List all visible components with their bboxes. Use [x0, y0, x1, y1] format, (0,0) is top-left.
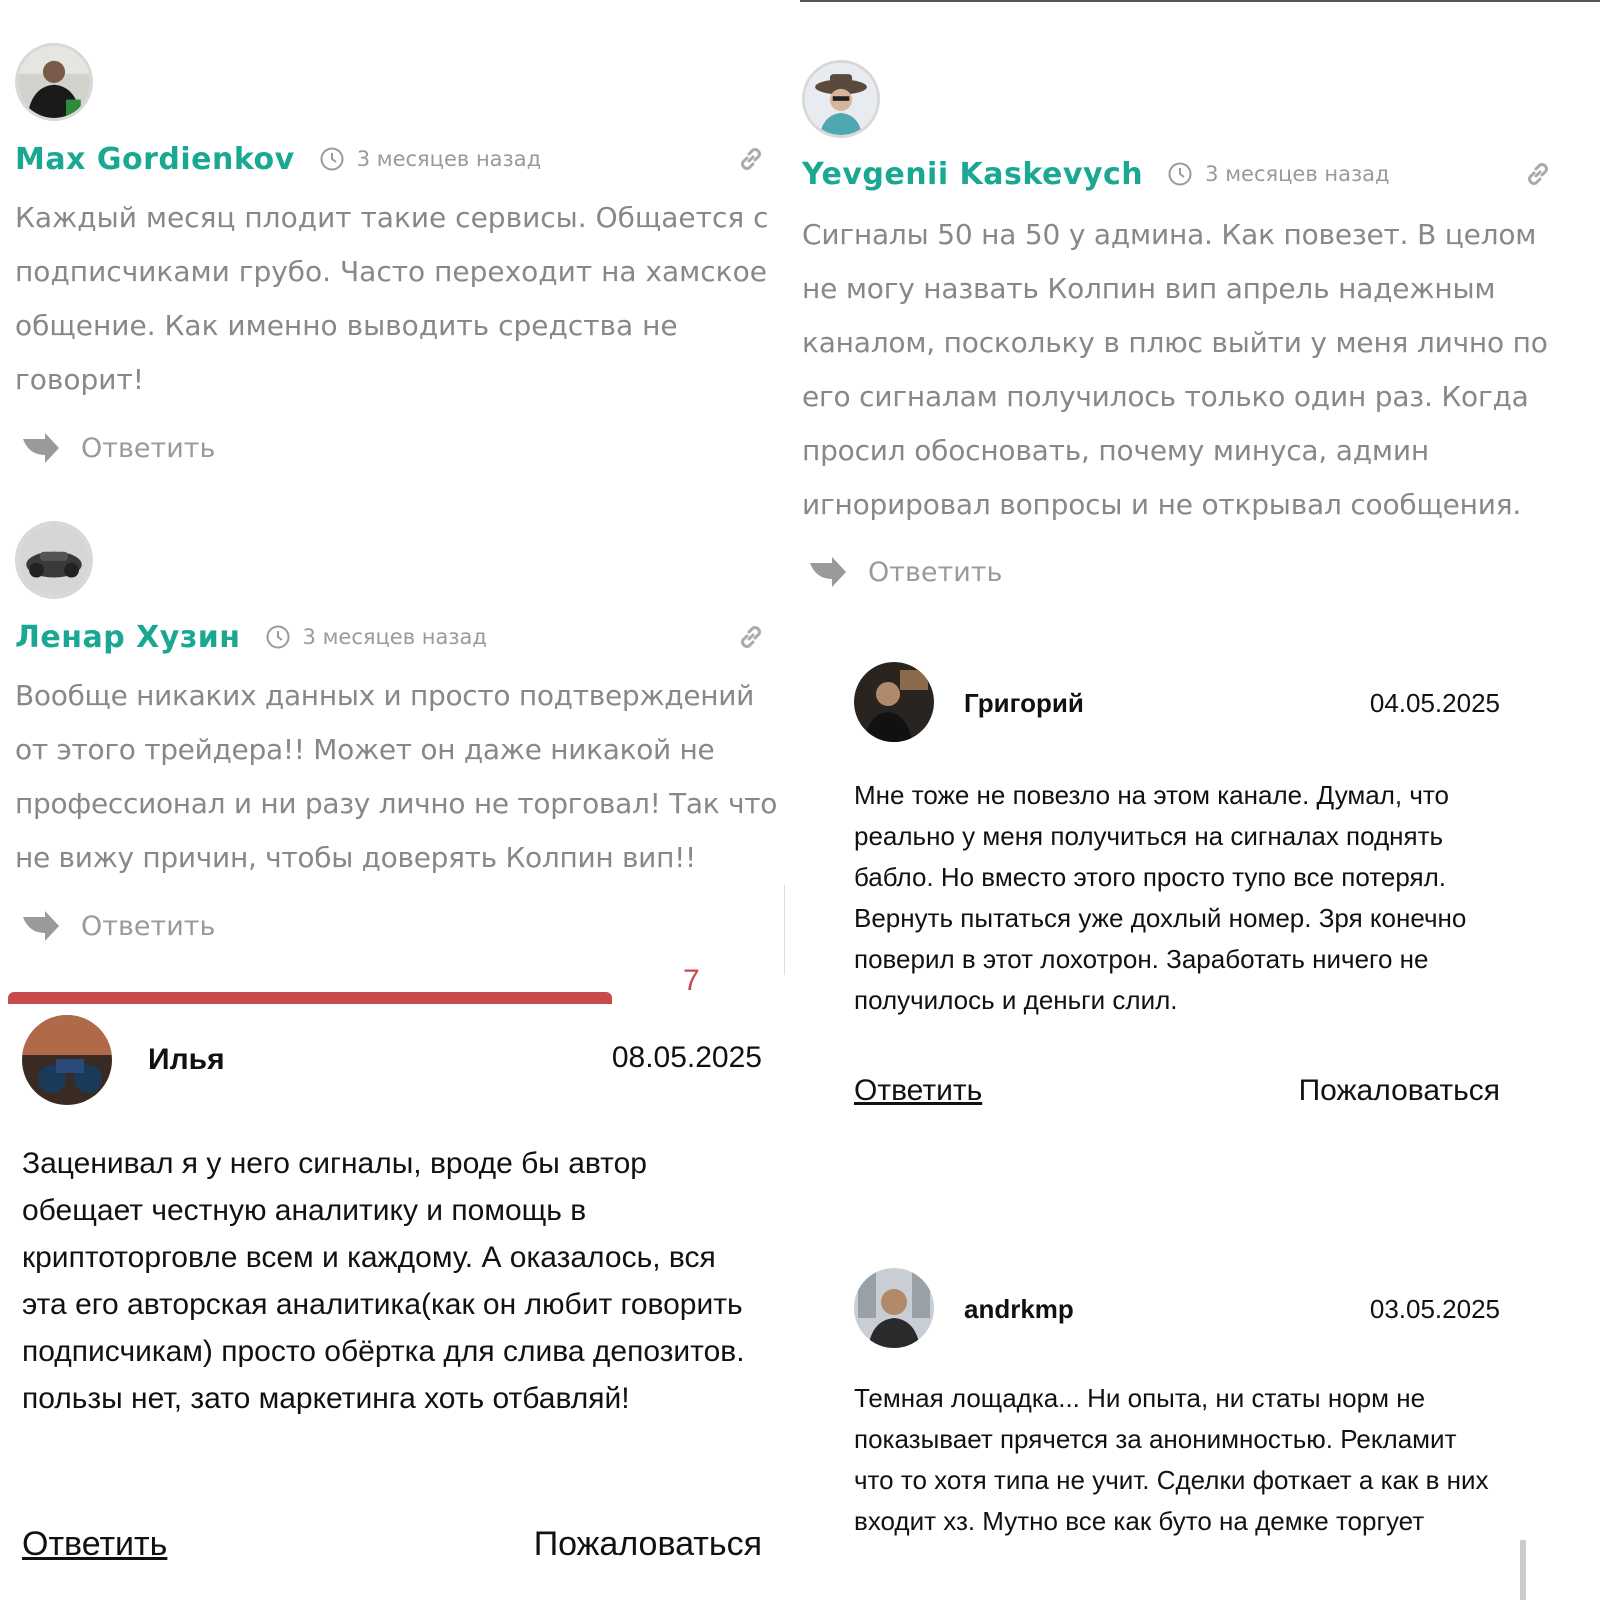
avatar[interactable] [802, 60, 880, 138]
review-text: Мне тоже не повезло на этом канале. Думал, что реально у меня получиться на сигналах поднять бабло. Но вместо этого просто тупо все потерял. Вернуть пытаться уже дохлый номер. Зря конечно поверил в этот лохотрон. Заработать ничего не получилось и деньги слил. [854, 780, 1467, 1015]
review-panel [0, 1005, 784, 1600]
comment-card [802, 60, 1592, 630]
review-card [854, 660, 1500, 1110]
comment-meta [802, 154, 1390, 194]
reply-label: Ответить [868, 556, 1003, 588]
reply-button[interactable]: Ответить [22, 1525, 168, 1563]
report-button[interactable]: Пожаловаться [533, 1525, 762, 1563]
author-name[interactable]: Yevgenii Kaskevych [802, 156, 1144, 192]
reply-button[interactable] [21, 909, 215, 943]
left-comments-panel [0, 0, 784, 985]
review-card [854, 1268, 1500, 1600]
review-card [22, 1005, 762, 1600]
panel-divider [784, 885, 785, 975]
author-name[interactable]: Max Gordienkov [15, 141, 295, 177]
review-text: Заценивал я у него сигналы, вроде бы автор обещает честную аналитику и помощь в криптоторговле всем и каждому. А оказалось, вся эта его авторская аналитика(как он любит говорить подписчикам) просто обёртка для слива депозитов. пользы нет, зато маркетинга хоть отбавляй! [22, 1147, 745, 1415]
avatar[interactable] [15, 521, 93, 599]
avatar[interactable] [854, 1268, 934, 1348]
rating-bar [8, 992, 612, 1004]
reply-arrow-icon [21, 909, 61, 943]
reviewer-name[interactable]: Илья [148, 1043, 225, 1076]
scrollbar[interactable] [1520, 1540, 1526, 1600]
reviews-panel [800, 640, 1600, 1600]
report-button[interactable]: Пожаловаться [1298, 1074, 1500, 1107]
avatar[interactable] [854, 662, 934, 742]
review-date: 08.05.2025 [611, 1041, 762, 1074]
author-name[interactable]: Ленар Хузин [15, 619, 241, 655]
reply-label: Ответить [81, 432, 216, 464]
clock-icon [265, 624, 291, 650]
reply-arrow-icon [21, 431, 61, 465]
comment-card [15, 43, 775, 483]
comment-meta [15, 139, 541, 179]
reply-label: Ответить [81, 910, 216, 942]
counter-badge: 7 [683, 964, 700, 997]
comment-card [15, 521, 778, 961]
clock-icon [319, 146, 345, 172]
comment-text: Каждый месяц плодит такие сервисы. Общается с подписчиками грубо. Часто переходит на хамское общение. Как именно выводить средства не говорит! [15, 201, 769, 396]
link-icon[interactable] [1522, 158, 1554, 190]
comment-time: 3 месяцев назад [1205, 162, 1390, 186]
link-icon[interactable] [735, 143, 767, 175]
comment-meta [15, 617, 487, 657]
avatar[interactable] [15, 43, 93, 121]
reply-button[interactable] [808, 555, 1002, 589]
reply-button[interactable] [21, 431, 215, 465]
comment-text: Вообще никаких данных и просто подтверждений от этого трейдера!! Может он даже никакой не профессионал и ни разу лично не торговал! Так что не вижу причин, чтобы доверять Колпин вип!! [15, 679, 778, 874]
link-icon[interactable] [735, 621, 767, 653]
review-text: Темная лощадка... Ни опыта, ни статы норм не показывает прячется за анонимностью. Рекламит что то хотя типа не учит. Сделки фоткает а как в них входит хз. Мутно все как буто на демке торгует [854, 1383, 1489, 1536]
reply-arrow-icon [808, 555, 848, 589]
comment-time: 3 месяцев назад [302, 625, 487, 649]
clock-icon [1167, 161, 1193, 187]
review-date: 03.05.2025 [1369, 1294, 1500, 1324]
comment-text: Сигналы 50 на 50 у админа. Как повезет. В целом не могу назвать Колпин вип апрель надежным каналом, поскольку в плюс выйти у меня лично по его сигналам получилось только один раз. Когда просил обосновать, почему минуса, админ игнорировал вопросы и не открывал сообщения. [802, 218, 1548, 521]
right-comments-panel [800, 0, 1600, 640]
review-date: 04.05.2025 [1369, 688, 1500, 718]
reply-button[interactable]: Ответить [854, 1074, 983, 1107]
top-divider [800, 0, 1600, 2]
reviewer-name[interactable]: Григорий [964, 688, 1084, 718]
avatar[interactable] [22, 1015, 112, 1105]
comment-time: 3 месяцев назад [356, 147, 542, 171]
reviewer-name[interactable]: andrkmp [964, 1294, 1074, 1324]
